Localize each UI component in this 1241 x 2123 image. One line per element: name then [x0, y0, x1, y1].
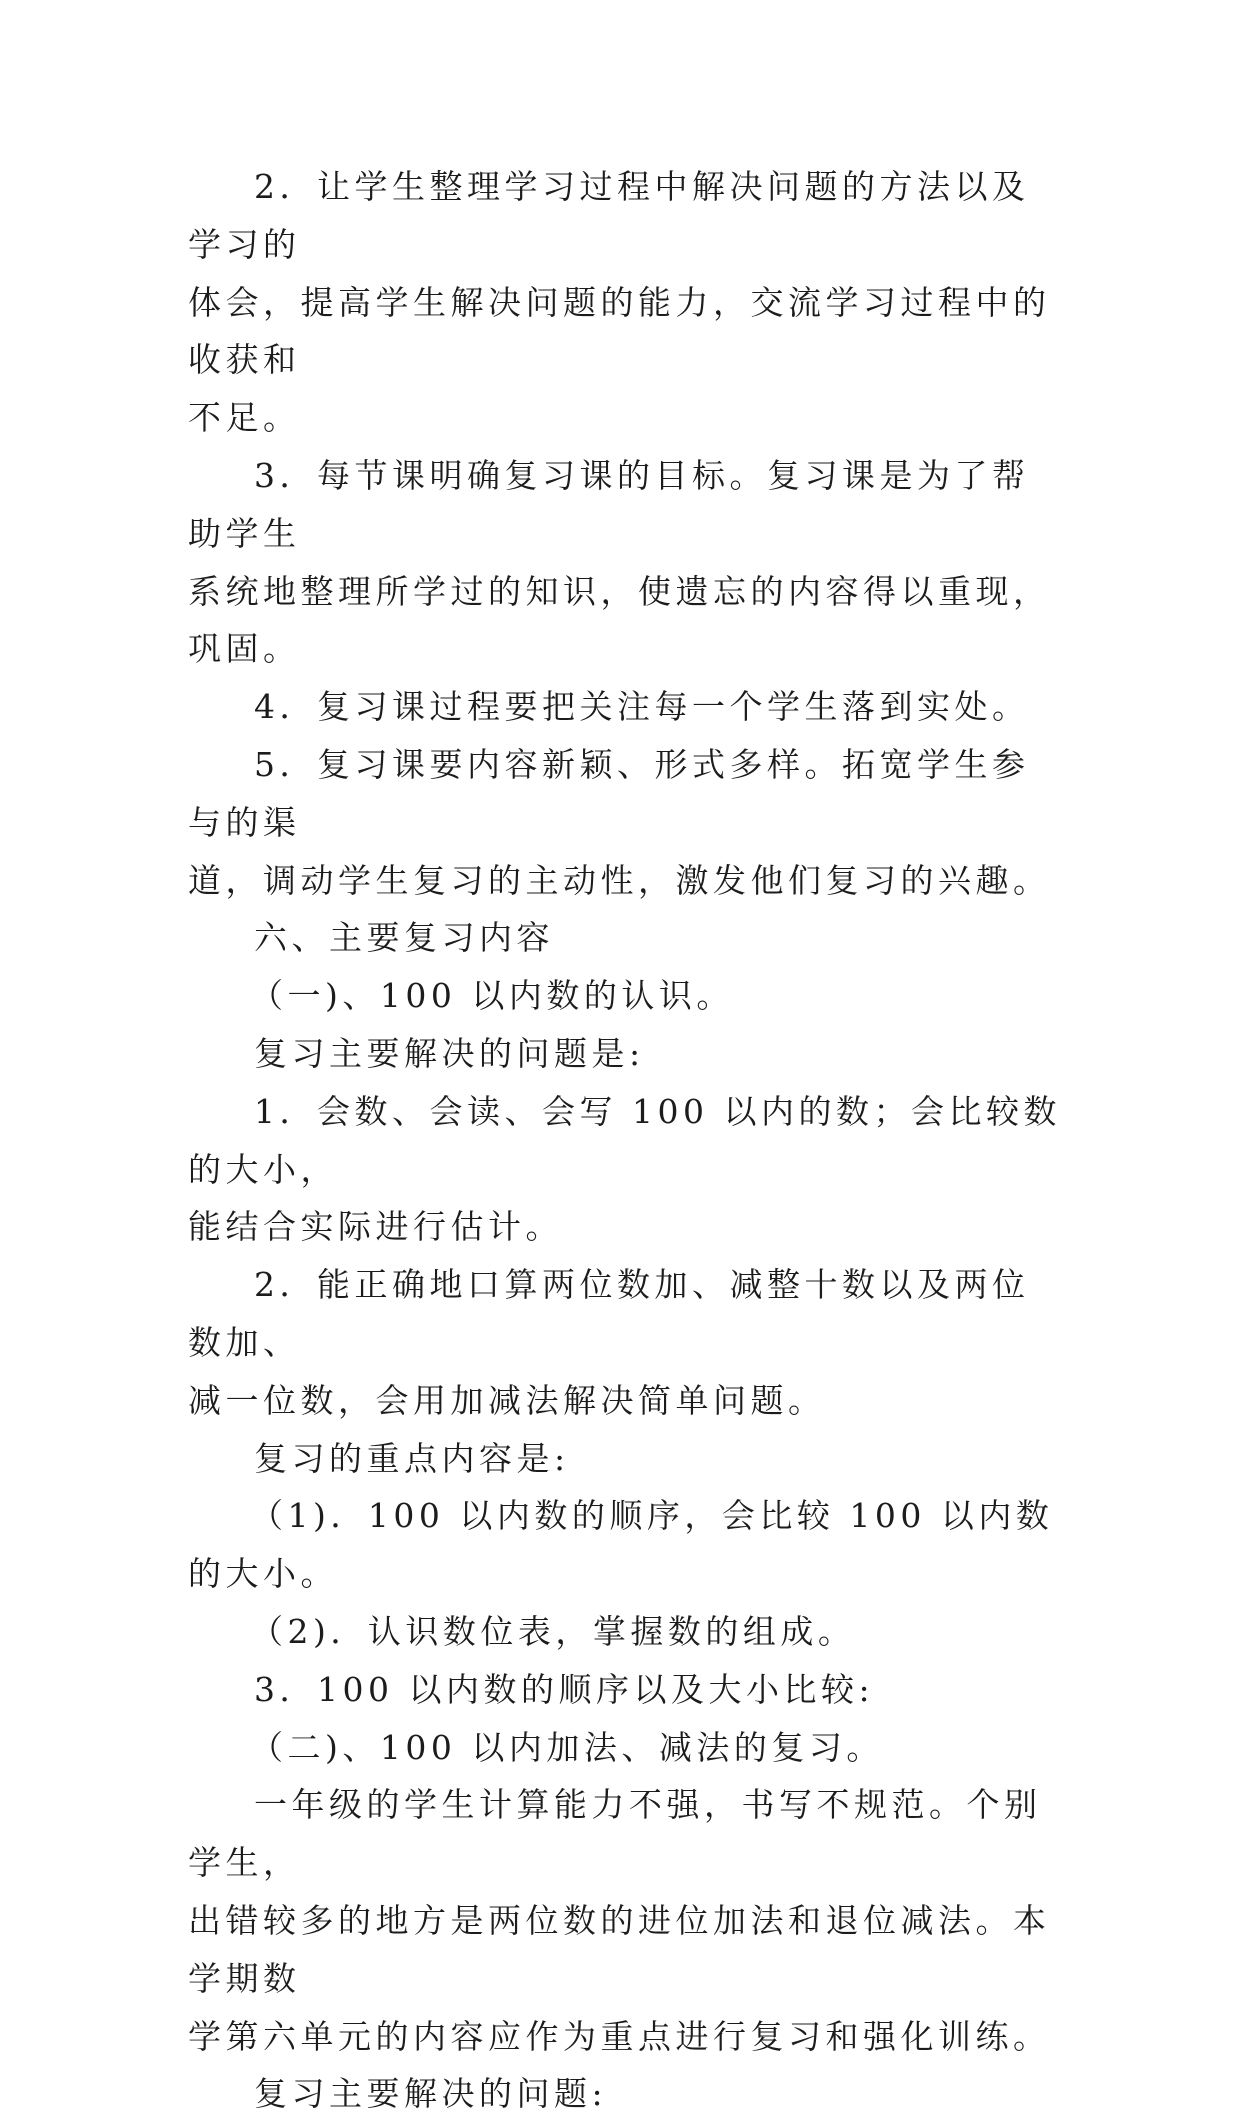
paragraph-line: 3．100 以内数的顺序以及大小比较: — [254, 1669, 875, 1709]
paragraph-line: 系统地整理所学过的知识，使遗忘的内容得以重现，巩固。 — [188, 571, 1051, 669]
paragraph-line: 体会，提高学生解决问题的能力，交流学习过程中的收获和 — [188, 282, 1051, 380]
paragraph-line: 5．复习课要内容新颖、形式多样。拓宽学生参与的渠 — [188, 744, 1030, 842]
paragraph-line: 4．复习课过程要把关注每一个学生落到实处。 — [254, 687, 1030, 727]
paragraph-line: 学第六单元的内容应作为重点进行复习和强化训练。 — [188, 2016, 1051, 2056]
paragraph-line: 3．每节课明确复习课的目标。复习课是为了帮助学生 — [188, 455, 1030, 553]
paragraph-line: 复习的重点内容是: — [254, 1438, 570, 1478]
list-item: （1)．100 以内数的顺序，会比较 100 以内数的大小。 — [188, 1496, 1054, 1594]
subsection-heading: （二)、100 以内加法、减法的复习。 — [250, 1727, 884, 1767]
subsection-heading: （一)、100 以内数的认识。 — [250, 976, 734, 1016]
paragraph-line: 1．会数、会读、会写 100 以内的数；会比较数的大小， — [188, 1091, 1061, 1189]
document-body — [188, 158, 1064, 2123]
paragraph-line: 能结合实际进行估计。 — [188, 1207, 563, 1247]
paragraph-line: 一年级的学生计算能力不强，书写不规范。个别学生， — [188, 1785, 1042, 1883]
paragraph-line: 不足。 — [188, 398, 301, 438]
paragraph-line: 2．能正确地口算两位数加、减整十数以及两位数加、 — [188, 1265, 1030, 1362]
paragraph-line: 复习主要解决的问题: — [254, 2074, 608, 2114]
paragraph-line: 复习主要解决的问题是: — [254, 1033, 645, 1073]
paragraph-line: 减一位数，会用加减法解决简单问题。 — [188, 1380, 826, 1420]
section-heading: 六、主要复习内容 — [254, 918, 554, 958]
list-item: （2)．认识数位表，掌握数的组成。 — [250, 1611, 856, 1651]
paragraph-line: 道，调动学生复习的主动性，激发他们复习的兴趣。 — [188, 860, 1051, 900]
paragraph-line: 2．让学生整理学习过程中解决问题的方法以及学习的 — [188, 167, 1030, 264]
paragraph-line: 出错较多的地方是两位数的进位加法和退位减法。本学期数 — [188, 1900, 1051, 1998]
